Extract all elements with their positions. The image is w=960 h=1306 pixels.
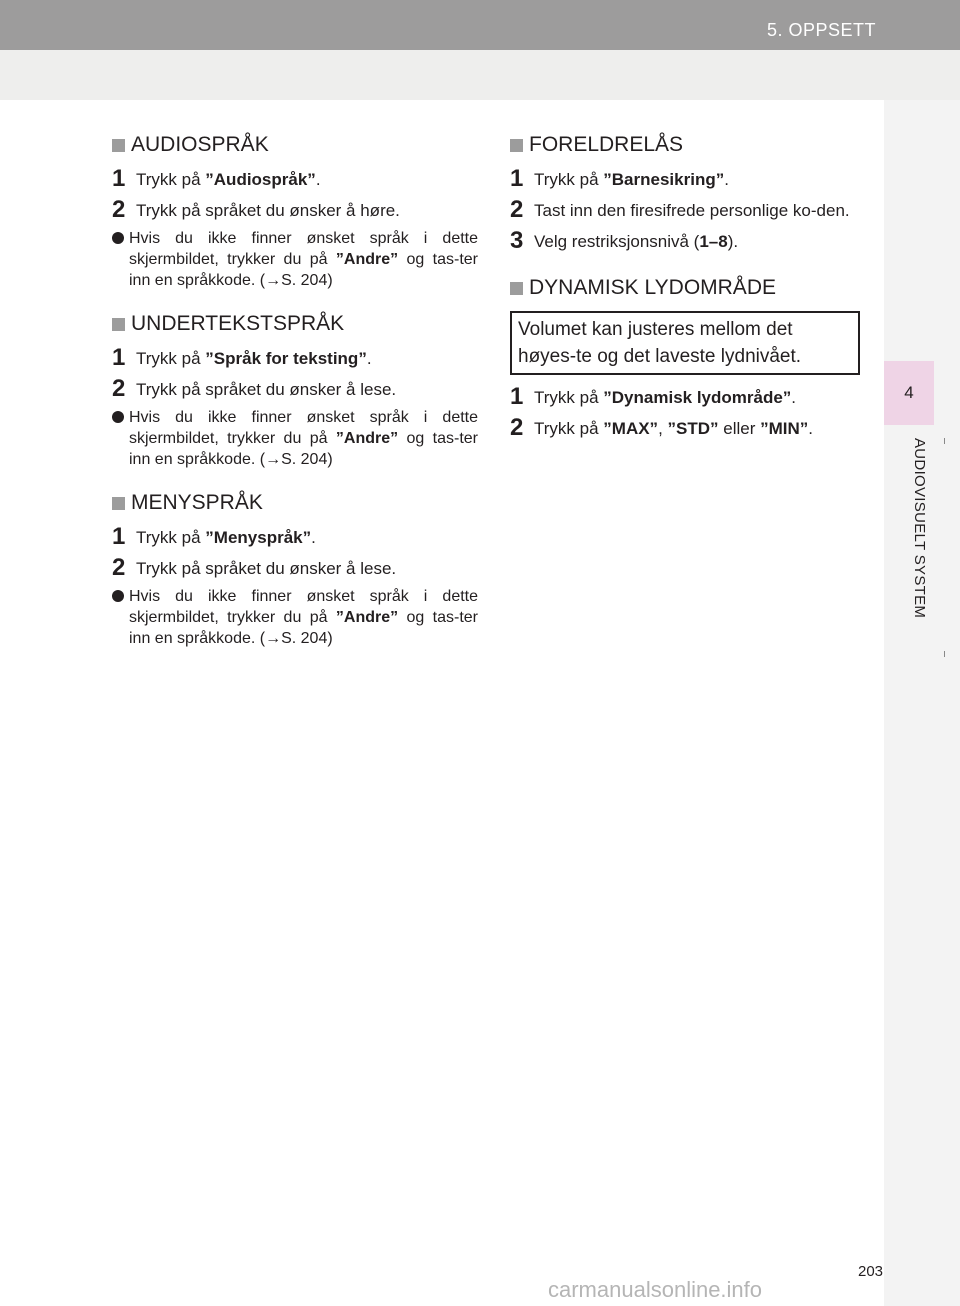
section-menysprak	[112, 486, 478, 649]
button-label: ”Dynamisk lydområde”	[603, 388, 792, 407]
section-heading-text: AUDIOSPRÅK	[131, 133, 269, 156]
button-label: ”MAX”	[603, 419, 659, 438]
step-1	[510, 167, 876, 193]
square-bullet-icon	[510, 282, 523, 295]
step-number: 1	[112, 344, 126, 371]
step-number: 2	[112, 196, 126, 223]
bullet-text: Hvis du ikke finner ønsket språk i dette skjermbildet, trykker du på ”Andre” og tas-ter inn en språkkode. (→S. 204)	[129, 409, 479, 468]
step-2	[510, 416, 876, 442]
step-number: 2	[510, 414, 524, 441]
left-column	[112, 128, 478, 665]
section-heading-text: FORELDRELÅS	[529, 133, 684, 156]
note-bullet	[112, 586, 478, 649]
bullet-dot-icon	[112, 411, 124, 423]
crop-mark	[944, 651, 945, 657]
section-audiosprak	[112, 128, 478, 291]
square-bullet-icon	[510, 139, 523, 152]
button-label: ”Menyspråk”	[205, 528, 312, 547]
section-heading	[112, 486, 478, 520]
bullet-dot-icon	[112, 590, 124, 602]
step-text: Trykk på ”Barnesikring”.	[534, 170, 729, 189]
step-text: Velg restriksjonsnivå (1–8).	[534, 232, 739, 251]
chapter-tab-label: AUDIOVISUELT SYSTEM	[911, 438, 928, 619]
button-label: ”Språk for teksting”	[205, 349, 367, 368]
section-heading	[112, 307, 478, 341]
step-3	[510, 229, 876, 255]
bullet-text: Hvis du ikke finner ønsket språk i dette skjermbildet, trykker du på ”Andre” og tas-ter inn en språkkode. (→S. 204)	[129, 588, 479, 647]
section-heading	[510, 128, 876, 162]
step-2	[510, 198, 876, 224]
button-label: ”Andre”	[335, 609, 399, 626]
square-bullet-icon	[112, 497, 125, 510]
header-band	[0, 50, 960, 100]
section-heading-text: MENYSPRÅK	[131, 491, 263, 514]
step-number: 1	[510, 165, 524, 192]
step-number: 2	[112, 375, 126, 402]
section-foreldrelas	[510, 128, 876, 255]
right-column	[510, 128, 876, 458]
step-text: Trykk på språket du ønsker å lese.	[136, 559, 397, 578]
button-label: ”Audiospråk”	[205, 170, 316, 189]
crop-mark	[944, 438, 945, 444]
button-label: ”Barnesikring”	[603, 170, 725, 189]
bullet-dot-icon	[112, 232, 124, 244]
button-label: ”Andre”	[335, 430, 399, 447]
step-number: 1	[112, 165, 126, 192]
bullet-text: Hvis du ikke finner ønsket språk i dette skjermbildet, trykker du på ”Andre” og tas-ter inn en språkkode. (→S. 204)	[129, 230, 479, 289]
step-number: 2	[510, 196, 524, 223]
header-bar	[0, 0, 960, 50]
step-2	[112, 377, 478, 403]
section-dynamisk-lydomrade	[510, 271, 876, 442]
footer-watermark: carmanualsonline.info	[548, 1277, 763, 1302]
step-number: 1	[510, 383, 524, 410]
section-heading	[112, 128, 478, 162]
step-2	[112, 198, 478, 224]
step-number: 2	[112, 554, 126, 581]
step-1	[112, 525, 478, 551]
step-text: Trykk på ”Menyspråk”.	[136, 528, 316, 547]
step-1	[510, 385, 876, 411]
section-heading	[510, 271, 876, 305]
button-label: ”MIN”	[760, 419, 809, 438]
step-number: 1	[112, 523, 126, 550]
chapter-tab-number: 4	[904, 383, 914, 402]
square-bullet-icon	[112, 318, 125, 331]
section-heading-text: UNDERTEKSTSPRÅK	[131, 312, 345, 335]
page-number: 203	[858, 1263, 884, 1280]
note-bullet	[112, 228, 478, 291]
button-label: ”Andre”	[335, 251, 399, 268]
chapter-tab	[884, 361, 934, 425]
step-text: Trykk på ”MAX”, ”STD” eller ”MIN”.	[534, 419, 813, 438]
section-undertekstsprak	[112, 307, 478, 470]
step-text: Tast inn den firesifrede personlige ko-den.	[534, 201, 850, 220]
square-bullet-icon	[112, 139, 125, 152]
step-1	[112, 346, 478, 372]
step-text: Trykk på ”Dynamisk lydområde”.	[534, 388, 797, 407]
note-bullet	[112, 407, 478, 470]
step-number: 3	[510, 227, 524, 254]
step-2	[112, 556, 478, 582]
step-text: Trykk på språket du ønsker å høre.	[136, 201, 400, 220]
section-heading-text: DYNAMISK LYDOMRÅDE	[529, 276, 776, 299]
info-box: Volumet kan justeres mellom det høyes-te og det laveste lydnivået.	[510, 311, 860, 375]
step-1	[112, 167, 478, 193]
button-label: ”STD”	[667, 419, 719, 438]
step-text: Trykk på språket du ønsker å lese.	[136, 380, 397, 399]
side-tab-strip	[884, 100, 960, 1306]
step-text: Trykk på ”Audiospråk”.	[136, 170, 321, 189]
chapter-title: 5. OPPSETT	[766, 20, 876, 40]
step-text: Trykk på ”Språk for teksting”.	[136, 349, 372, 368]
